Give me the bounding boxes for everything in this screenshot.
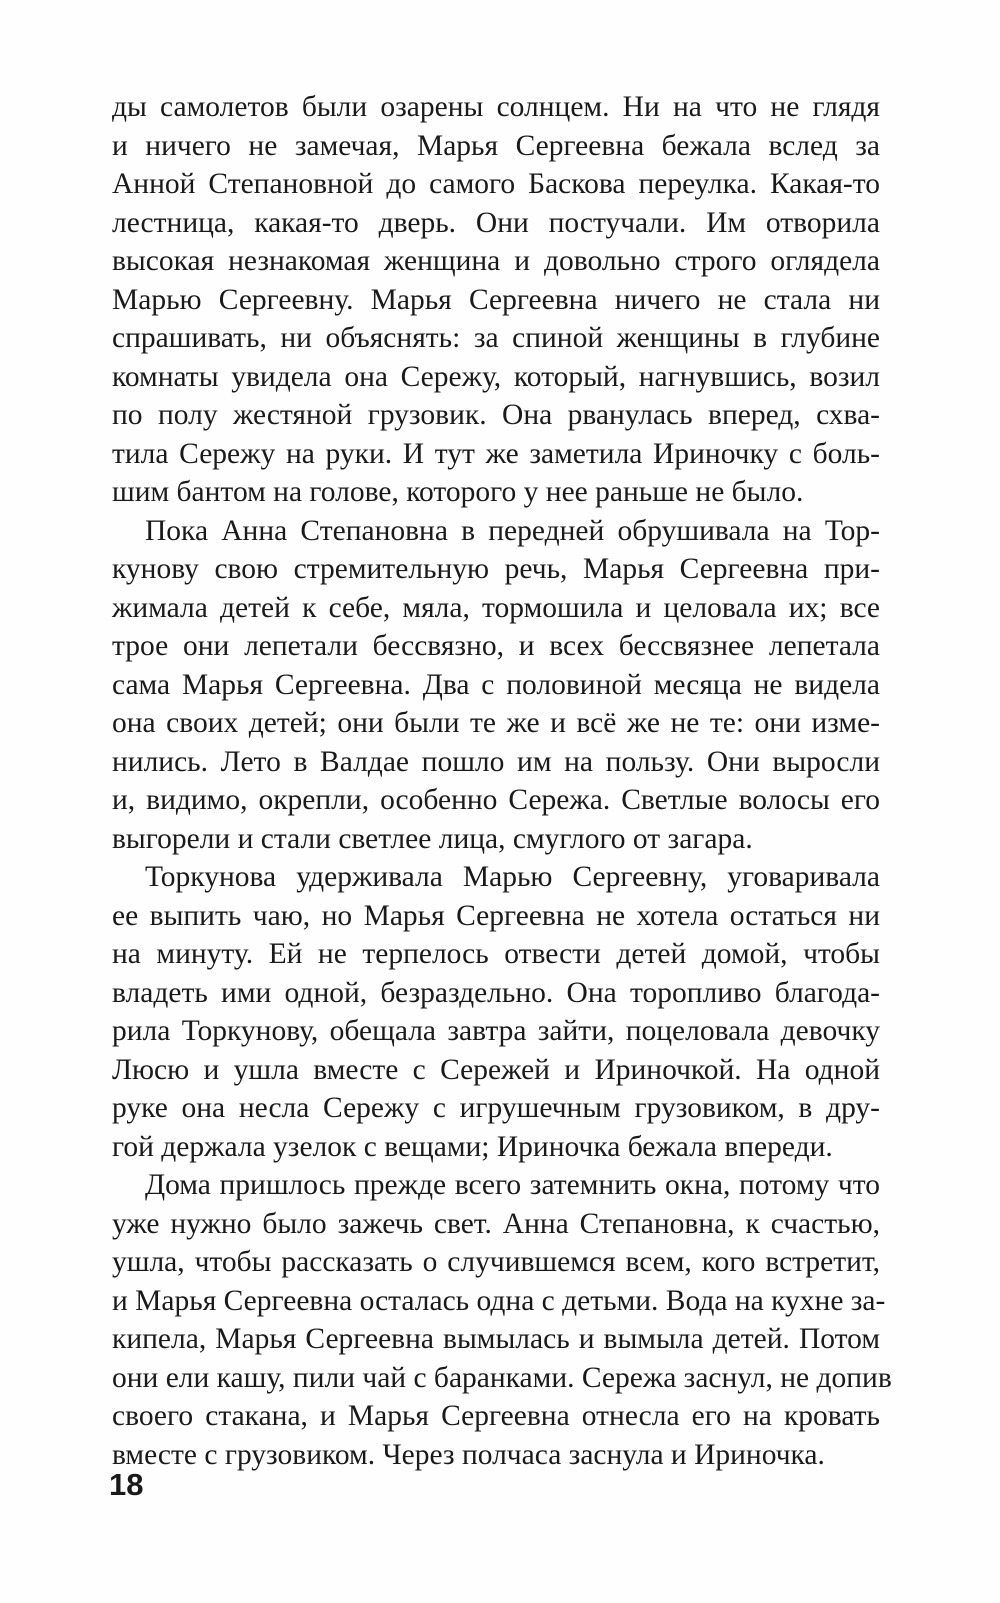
text-line: и, видимо, окрепли, особенно Сережа. Светлые волосы его [112,784,880,816]
text-line: Анной Степановной до самого Баскова переулка. Какая-то [112,168,880,200]
text-line: нились. Лето в Валдае пошло им на пользу. Они выросли [112,745,880,778]
text-line: гой держала узелок с вещами; Ириночка бежала впереди. [112,1130,833,1163]
text-line: ее выпить чаю, но Марья Сергеевна не хотела остаться ни [112,899,880,932]
text-line: сама Марья Сергеевна. Два с половиной месяца не видела [112,668,880,701]
text-line: ушла, чтобы рассказать о случившемся всем, кого встретит, [112,1246,880,1278]
text-line: спрашивать, ни объяснять: за спиной женщины в глубине [112,322,880,354]
text-line: на минуту. Ей не терпелось отвести детей домой, чтобы [112,938,880,970]
text-line: лестница, какая-то дверь. Они постучали. Им отворила [112,206,880,239]
paragraph-2 [112,512,880,859]
text-line: Дома пришлось прежде всего затемнить окна, потому что [145,1169,880,1201]
text-line: руке она несла Сережу с игрушечным грузовиком, в дру- [112,1092,880,1124]
text-line: выгорели и стали светлее лица, смуглого от загара. [112,822,753,855]
text-line: комнаты увидела она Сережу, который, нагнувшись, возил [112,360,880,393]
text-line: Пока Анна Степановна в передней обрушивала на Тор- [145,514,880,547]
page-number: 18 [109,1467,144,1502]
body-text [112,88,892,1474]
text-line: и ничего не замечая, Марья Сергеевна бежала вслед за [112,129,880,162]
text-line: тила Сережу на руки. И тут же заметила Ириночку с боль- [112,437,880,470]
paragraph-3 [112,858,880,1166]
text-line: высокая незнакомая женщина и довольно строго оглядела [112,245,880,277]
text-line: владеть ими одной, безраздельно. Она торопливо благода- [112,976,880,1009]
text-line: по полу жестяной грузовик. Она рванулась вперед, схва- [112,399,880,431]
text-line: своего стакана, и Марья Сергеевна отнесла его на кровать [112,1400,880,1432]
text-line: Торкунова удерживала Марью Сергеевну, уговаривала [145,861,880,893]
text-line: и Марья Сергеевна осталась одна с детьми. Вода на кухне за- [112,1284,886,1317]
text-line: Люсю и ушла вместе с Сережей и Ириночкой. На одной [112,1053,880,1086]
text-line: жимала детей к себе, мяла, тормошила и целовала их; все [112,591,880,624]
text-line: шим бантом на голове, которого у нее раньше не было. [112,476,804,508]
text-line: кипела, Марья Сергеевна вымылась и вымыла детей. Потом [112,1323,880,1355]
text-line: уже нужно было зажечь свет. Анна Степановна, к счастью, [112,1207,880,1240]
text-line: рила Торкунову, обещала завтра зайти, поцеловала девочку [112,1015,880,1047]
paragraph-4 [112,1166,892,1474]
text-line: они ели кашу, пили чай с баранками. Сережа заснул, не допив [112,1361,892,1394]
paragraph-1 [112,88,880,512]
text-line: кунову свою стремительную речь, Марья Сергеевна при- [112,553,880,585]
text-line: она своих детей; они были те же и всё же не те: они изме- [112,707,880,739]
text-line: ды самолетов были озарены солнцем. Ни на что не глядя [112,91,880,123]
text-line: трое они лепетали бессвязно, и всех бессвязнее лепетала [112,630,880,662]
text-line: Марью Сергеевну. Марья Сергеевна ничего не стала ни [112,283,880,316]
text-line: вместе с грузовиком. Через полчаса заснула и Ириночка. [112,1438,825,1471]
